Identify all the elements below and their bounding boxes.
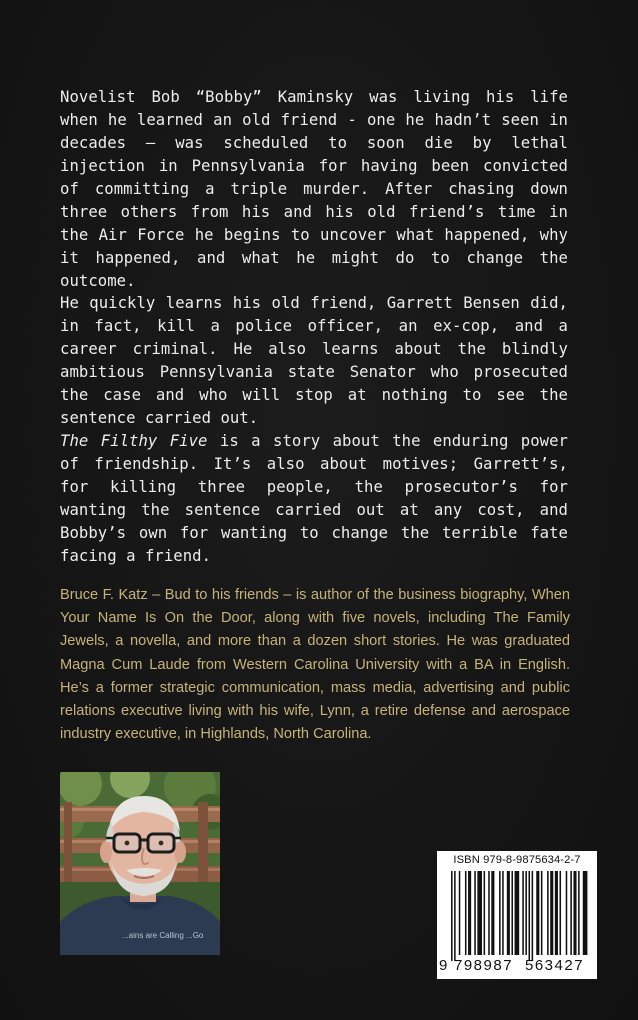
- barcode-bar: [502, 871, 504, 955]
- barcode-bar: [491, 871, 494, 955]
- barcode-bar: [550, 871, 553, 955]
- blurb-paragraph-3-text: is a story about the enduring power of friendship. It’s also about motives; Garrett’s, for killing three people, the prosecutor’s for wanting the sentence carried out at any cost, and Bobby’s own for wanting to change the terrible fate facing a friend.: [60, 432, 568, 565]
- author-photo: [60, 772, 220, 955]
- barcode-bar: [484, 871, 486, 955]
- barcode-bar: [468, 871, 471, 955]
- barcode-bar: [536, 871, 539, 955]
- isbn-label: ISBN 979-8-9875634-2-7: [453, 854, 581, 866]
- barcode-first-digit: 9: [439, 957, 448, 974]
- barcode-bar: [474, 871, 476, 955]
- barcode-bar: [515, 871, 520, 955]
- barcode-bar: [532, 871, 534, 961]
- barcode-bar: [454, 871, 456, 961]
- barcode-bars: [445, 871, 589, 967]
- book-title-italic: The Filthy Five: [60, 432, 208, 450]
- barcode-bar: [477, 871, 482, 955]
- blurb-paragraph-1: Novelist Bob “Bobby” Kaminsky was living his life when he learned an old friend - one he hadn’t seen in decades – was scheduled to soon die by lethal injection in Pennsylvania for having been convicted of committing a triple murder. After chasing down three others from his and his old friend’s time in the Air Force he begins to uncover what happened, why it happened, and what he might do to change the outcome.: [60, 88, 568, 290]
- barcode-bar: [570, 871, 572, 955]
- shirt-text: ...ains are Calling ...Go: [122, 931, 204, 940]
- barcode-bar: [566, 871, 568, 955]
- barcode-right-digits: 563427: [525, 957, 585, 974]
- isbn-barcode: [437, 851, 597, 979]
- barcode-bar: [573, 871, 576, 955]
- blurb-paragraph-3: [60, 430, 568, 568]
- barcode-bar: [541, 871, 543, 955]
- barcode-bar: [525, 871, 527, 955]
- blurb-paragraph-2: He quickly learns his old friend, Garrett Bensen did, in fact, kill a police officer, an ex-cop, and a career criminal. He also learns about the blindly ambitious Pennsylvania state Senator who prosecuted the case and who will stop at nothing to see the sentence carried out.: [60, 294, 568, 427]
- barcode-left-digits: 798987: [454, 957, 514, 974]
- barcode-bar: [459, 871, 461, 955]
- barcode-bar: [488, 871, 490, 955]
- author-bio: Bruce F. Katz – Bud to his friends – is author of the business biography, When Your Name Is On the Door, along with five novels, including The Family Jewels, a novella, and more than a dozen short stories. He was graduated Magna Cum Laude from Western Carolina University with a BA in English. He’s a former strategic communication, mass media, advertising and public relations executive living with his wife, Lynn, a retire defense and aerospace industry executive, in Highlands, North Carolina.: [60, 587, 570, 743]
- barcode-bar: [547, 871, 549, 955]
- barcode-bar: [560, 871, 562, 955]
- barcode-bar: [555, 871, 558, 955]
- barcode-bar: [465, 871, 467, 955]
- barcode-bar: [507, 871, 510, 955]
- barcode-bar: [529, 871, 531, 961]
- barcode-bar: [451, 871, 453, 961]
- barcode-bar: [511, 871, 513, 955]
- barcode-bar: [499, 871, 501, 955]
- barcode-bar: [578, 871, 580, 955]
- barcode-bar: [583, 871, 588, 955]
- barcode-bar: [522, 871, 524, 955]
